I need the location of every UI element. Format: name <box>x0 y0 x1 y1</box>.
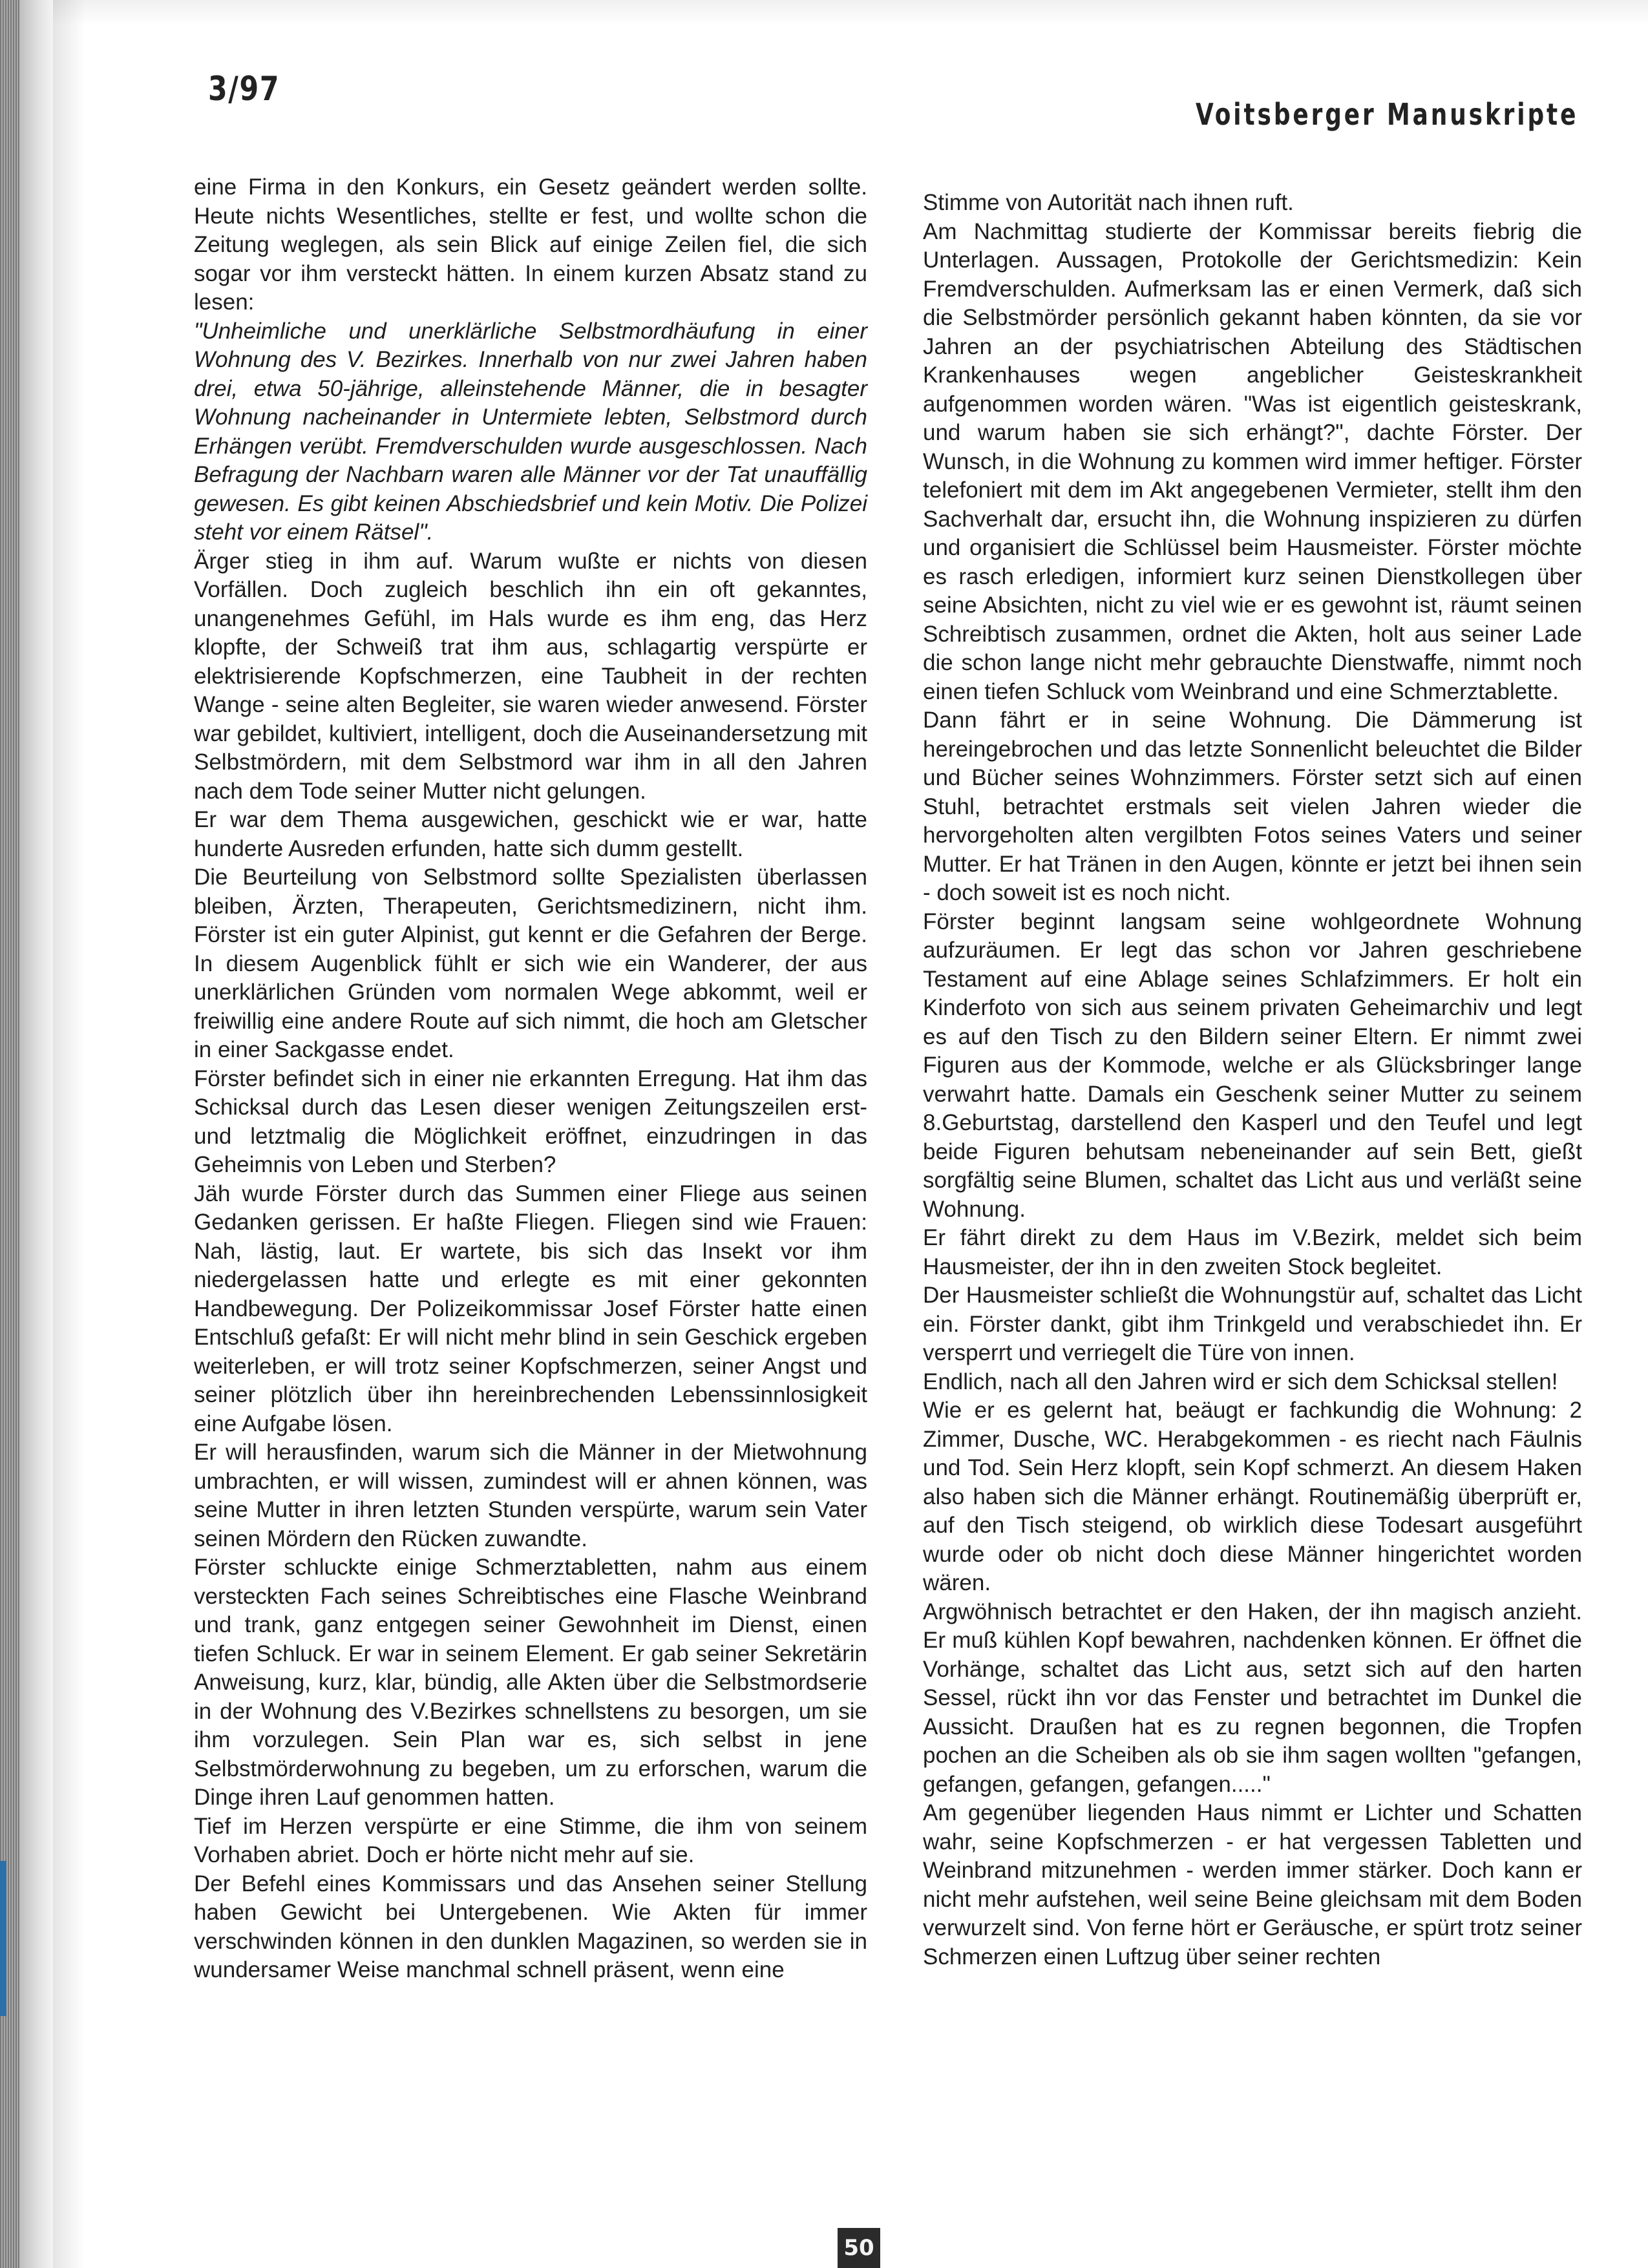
paragraph: Wie er es gelernt hat, beäugt er fachkundig die Wohnung: 2 Zimmer, Dusche, WC. Herabgekommen - es riecht nach Fäulnis und Tod. Sein Herz klopft, sein Kopf schmerzt. An diesem Haken also haben sich die Männer erhängt. Routinemäßig überprüft er, auf den Tisch steigend, ob wirklich diese Todesart ausgeführt wurde oder ob nicht doch diese Männer hingerichtet worden wären. <box>923 1398 1582 1595</box>
paragraph: Argwöhnisch betrachtet er den Haken, der ihn magisch anzieht. Er muß kühlen Kopf bewahren, nachdenken können. Er öffnet die Vorhänge, schaltet das Licht aus, setzt sich auf den harten Sessel, rückt ihn vor das Fenster und betrachtet im Dunkel die Aussicht. Draußen hat es zu regnen begonnen, die Tropfen pochen an die Scheiben als ob sie ihm sagen wollten "gefangen, gefangen, gefangen, gefangen....." <box>923 1599 1582 1797</box>
right-column <box>923 189 1582 1971</box>
paragraph: Dann fährt er in seine Wohnung. Die Dämmerung ist hereingebrochen und das letzte Sonnenlicht beleuchtet die Bilder und Bücher seines Wohnzimmers. Förster setzt sich auf einen Stuhl, betrachtet erstmals seit vielen Jahren wieder die hervorgeholten alten vergilbten Fotos seines Vaters und seiner Mutter. Er hat Tränen in den Augen, könnte er jetzt bei ihnen sein - doch soweit ist es noch nicht. <box>923 708 1582 905</box>
paragraph: Er will herausfinden, warum sich die Männer in der Mietwohnung umbrachten, er will wissen, zumindest will er ahnen können, was seine Mutter in ihren letzten Stunden verspürte, warum sein Vater seinen Mördern den Rücken zuwandte. <box>194 1440 867 1551</box>
paragraph: Er war dem Thema ausgewichen, geschickt wie er war, hatte hunderte Ausreden erfunden, hatte sich dumm gestellt. <box>194 807 867 861</box>
paragraph: Endlich, nach all den Jahren wird er sich dem Schicksal stellen! <box>923 1369 1558 1394</box>
gutter-shadow <box>53 0 85 2268</box>
page-number: 50 <box>838 2228 880 2268</box>
blue-tab-marker <box>0 1861 6 2016</box>
paragraph: Stimme von Autorität nach ihnen ruft. <box>923 190 1294 215</box>
paragraph: Förster schluckte einige Schmerztabletten, nahm aus einem versteckten Fach seines Schreibtisches eine Flasche Weinbrand und trank, ganz entgegen seiner Gewohnheit im Dienst, einen tiefen Schluck. Er war in seinem Element. Er gab seiner Sekretärin Anweisung, kurz, klar, bündig, alle Akten über die Selbstmordserie in der Wohnung des V.Bezirkes schnellstens zu besorgen, um sie ihm vorzulegen. Sein Plan war es, sich selbst in jene Selbstmörderwohnung zu begeben, um zu erforschen, warum die Dinge ihren Lauf genommen hatten. <box>194 1555 867 1810</box>
paragraph: Tief im Herzen verspürte er eine Stimme, die ihm von seinem Vorhaben abriet. Doch er hörte nicht mehr auf sie. <box>194 1813 867 1867</box>
paragraph: Förster befindet sich in einer nie erkannten Erregung. Hat ihm das Schicksal durch das Lesen dieser wenigen Zeitungszeilen erst- und letztmalig die Möglichkeit eröffnet, einzudringen in das Geheimnis von Leben und Sterben? <box>194 1066 867 1177</box>
left-column <box>194 173 867 1985</box>
issue-number: 3/97 <box>208 70 280 109</box>
book-binding <box>0 0 53 2268</box>
paragraph: eine Firma in den Konkurs, ein Gesetz geändert werden sollte. Heute nichts Wesentliches, stellte er fest, und wollte schon die Zeitung weglegen, als sein Blick auf einige Zeilen fiel, die sich sogar vor ihm versteckt hätten. In einem kurzen Absatz stand zu lesen: <box>194 174 867 315</box>
paragraph: Der Befehl eines Kommissars und das Ansehen seiner Stellung haben Gewicht bei Untergebenen. Wie Akten für immer verschwinden können in den dunklen Magazinen, so werden sie in wundersamer Weise manchmal schnell präsent, wenn eine <box>194 1871 867 1982</box>
paragraph: Die Beurteilung von Selbstmord sollte Spezialisten überlassen bleiben, Ärzten, Therapeuten, Gerichtsmedizinern, nicht ihm. Förster ist ein guter Alpinist, gut kennt er die Gefahren der Berge. In diesem Augenblick fühlt er sich wie ein Wanderer, der aus unerklärlichen Gründen vom normalen Wege abkommt, weil er freiwillig eine andere Route auf sich nimmt, die hoch am Gletscher in einer Sackgasse endet. <box>194 865 867 1062</box>
paragraph: Am Nachmittag studierte der Kommissar bereits fiebrig die Unterlagen. Aussagen, Protokolle der Gerichtsmedizin: Kein Fremdverschulden. Aufmerksam las er einen Vermerk, daß sich die Selbstmörder persönlich gekannt haben könnten, da sie vor Jahren an der psychiatrischen Abteilung des Städtischen Krankenhauses wegen angeblicher Geisteskrankheit aufgenommen worden wären. "Was ist eigentlich geisteskrank, und warum haben sie sich erhängt?", dachte Förster. Der Wunsch, in die Wohnung zu kommen wird immer heftiger. Förster telefoniert mit dem im Akt angegebenen Vermieter, stellt ihm den Sachverhalt dar, ersucht ihn, die Wohnung inspizieren zu dürfen und organisiert die Schlüssel beim Hausmeister. Förster möchte es rasch erledigen, informiert kurz seinen Dienstkollegen über seine Absichten, nicht zu viel wie er es gewohnt ist, räumt seinen Schreibtisch zusammen, ordnet die Akten, holt aus seiner Lade die schon lange nicht mehr gebrauchte Dienstwaffe, nimmt noch einen tiefen Schluck vom Weinbrand und eine Schmerztablette. <box>923 218 1582 704</box>
paragraph: Er fährt direkt zu dem Haus im V.Bezirk, meldet sich beim Hausmeister, der ihn in den zweiten Stock begleitet. <box>923 1225 1582 1279</box>
paragraph: Ärger stieg in ihm auf. Warum wußte er nichts von diesen Vorfällen. Doch zugleich beschlich ihn ein oft gekanntes, unangenehmes Gefühl, im Hals wurde es ihm eng, das Herz klopfte, der Schweiß trat ihm aus, schlagartig verspürte er elektrisierende Kopfschmerzen, eine Taubheit in der rechten Wange - seine alten Begleiter, sie waren wieder anwesend. Förster war gebildet, kultiviert, intelligent, doch die Auseinandersetzung mit Selbstmördern, mit dem Selbstmord war ihm in all den Jahren nach dem Tode seiner Mutter nicht gelungen. <box>194 548 867 804</box>
paragraph: Jäh wurde Förster durch das Summen einer Fliege aus seinen Gedanken gerissen. Er haßte Fliegen. Fliegen sind wie Frauen: Nah, lästig, laut. Er wartete, bis sich das Insekt vor ihm niedergelassen hatte und erlegte es mit einer gekonnten Handbewegung. Der Polizeikommissar Josef Förster hatte einen Entschluß gefaßt: Er will nicht mehr blind in sein Geschick ergeben weiterleben, er will trotz seiner Kopfschmerzen, seiner Angst und seiner plötzlich über ihn hereinbrechenden Lebenssinnlosigkeit eine Aufgabe lösen. <box>194 1181 867 1436</box>
newspaper-quote: "Unheimliche und unerklärliche Selbstmordhäufung in einer Wohnung des V. Bezirkes. Innerhalb von nur zwei Jahren haben drei, etwa 50-jährige, alleinstehende Männer, die in besagter Wohnung nacheinander in Untermiete lebten, Selbstmord durch Erhängen verübt. Fremdverschulden wurde ausgeschlossen. Nach Befragung der Nachbarn waren alle Männer vor der Tat unauffällig gewesen. Es gibt keinen Abschiedsbrief und kein Motiv. Die Polizei steht vor einem Rätsel". <box>194 318 867 545</box>
magazine-title: Voitsberger Manuskripte <box>1195 97 1578 132</box>
paragraph: Der Hausmeister schließt die Wohnungstür auf, schaltet das Licht ein. Förster dankt, gibt ihm Trinkgeld und verabschiedet ihn. Er versperrt und verriegelt die Türe von innen. <box>923 1283 1582 1365</box>
top-shadow <box>53 0 1648 26</box>
paragraph: Am gegenüber liegenden Haus nimmt er Lichter und Schatten wahr, seine Kopfschmerzen - er hat vergessen Tabletten und Weinbrand mitzunehmen - werden immer stärker. Doch kann er nicht mehr aufstehen, weil seine Beine gleichsam mit dem Boden verwurzelt sind. Von ferne hört er Geräusche, er spürt trotz seiner Schmerzen einen Luftzug über seiner rechten <box>923 1800 1582 1969</box>
paragraph: Förster beginnt langsam seine wohlgeordnete Wohnung aufzuräumen. Er legt das schon vor Jahren geschriebene Testament auf eine Ablage seines Schlafzimmers. Er holt ein Kinderfoto von sich aus seinem privaten Geheimarchiv und legt es auf den Tisch zu den Bildern seiner Eltern. Er nimmt zwei Figuren aus der Kommode, welche er als Glücksbringer lange verwahrt hatte. Damals ein Geschenk seiner Mutter zu seinem 8.Geburtstag, darstellend den Kasperl und den Teufel und legt beide Figuren behutsam nebeneinander auf sein Bett, gießt sorgfältig seine Blumen, schaltet das Licht aus und verläßt seine Wohnung. <box>923 908 1582 1222</box>
